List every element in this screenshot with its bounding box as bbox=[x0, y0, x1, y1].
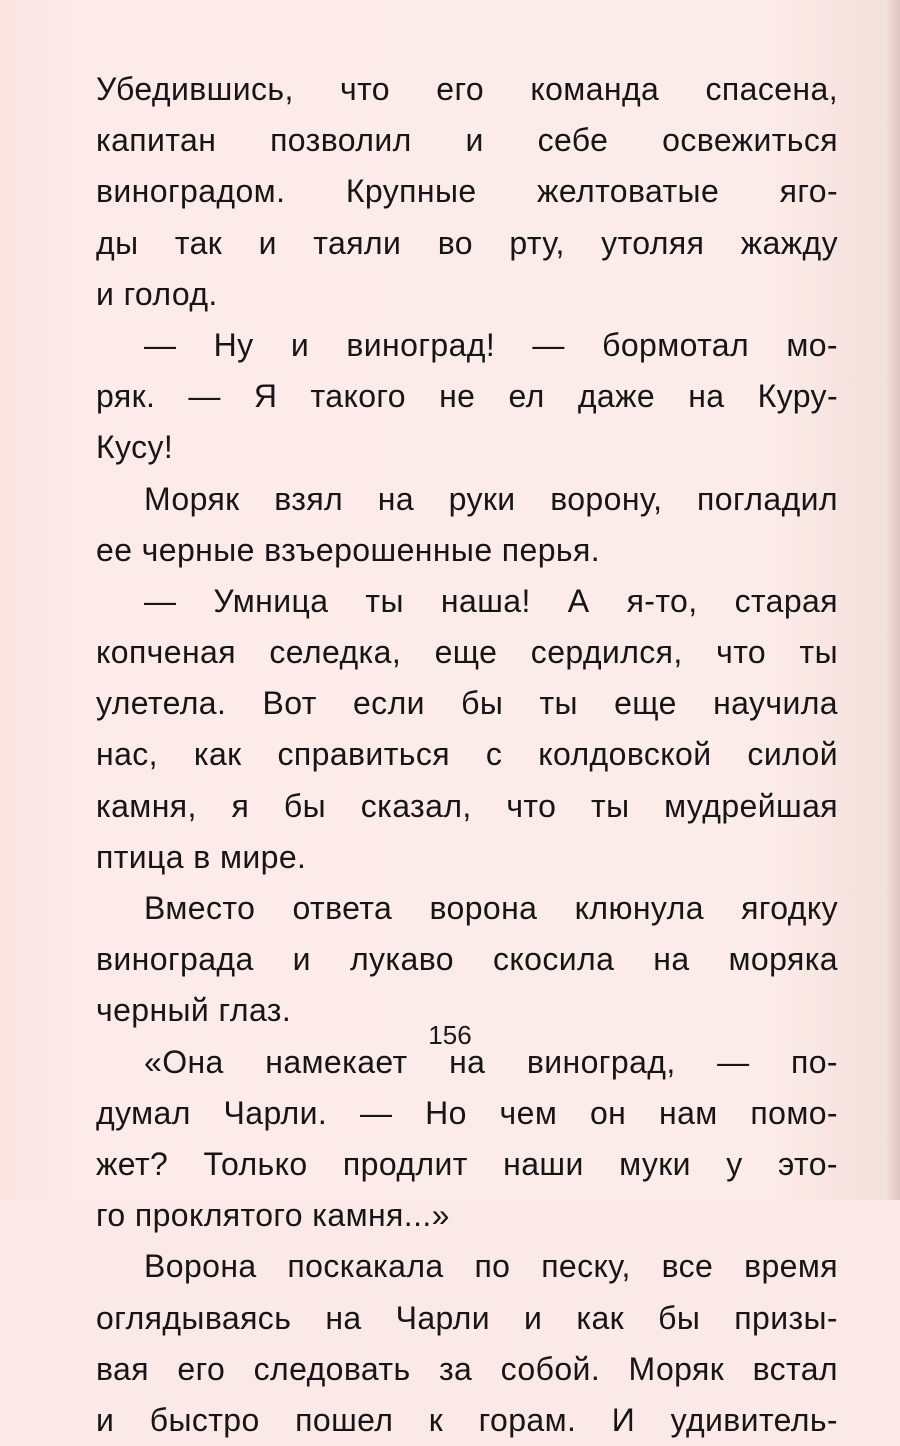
text-line: Моряк взял на руки ворону, погладил bbox=[144, 480, 838, 517]
body-text bbox=[96, 64, 838, 1446]
text-line: нас, как справиться с колдовской силой bbox=[96, 736, 838, 773]
text-line: го проклятого камня...» bbox=[96, 1197, 450, 1234]
text-line: и голод. bbox=[96, 275, 218, 312]
text-line: винограда и лукаво скосила на моряка bbox=[96, 941, 838, 978]
text-line: Ворона поскакала по песку, все время bbox=[144, 1248, 838, 1285]
text-line: думал Чарли. — Но чем он нам помо- bbox=[96, 1094, 838, 1131]
text-line: камня, я бы сказал, что ты мудрейшая bbox=[96, 787, 838, 824]
text-line: «Она намекает на виноград, — по- bbox=[144, 1043, 838, 1080]
text-line: вая его следовать за собой. Моряк встал bbox=[96, 1350, 838, 1387]
page-number: 156 bbox=[428, 1020, 472, 1050]
text-line: и быстро пошел к горам. И удивитель- bbox=[96, 1401, 838, 1438]
text-line: Убедившись, что его команда спасена, bbox=[96, 71, 838, 107]
text-line: оглядываясь на Чарли и как бы призы- bbox=[96, 1299, 838, 1336]
text-line: улетела. Вот если бы ты еще научила bbox=[96, 685, 838, 722]
text-line: птица в мире. bbox=[96, 838, 307, 875]
text-line: ее черные взъерошенные перья. bbox=[96, 531, 601, 568]
text-line: копченая селедка, еще сердился, что ты bbox=[96, 634, 838, 671]
text-line: жет? Только продлит наши муки у это- bbox=[96, 1145, 838, 1182]
text-line: — Ну и виноград! — бормотал мо- bbox=[144, 326, 838, 363]
text-line: ды так и таяли во рту, утоляя жажду bbox=[96, 224, 838, 261]
text-line: черный глаз. bbox=[96, 992, 292, 1029]
text-line: капитан позволил и себе освежиться bbox=[96, 122, 838, 159]
text-line: виноградом. Крупные желтоватые яго- bbox=[96, 173, 838, 210]
text-line: ряк. — Я такого не ел даже на Куру- bbox=[96, 378, 838, 415]
text-line: Вместо ответа ворона клюнула ягодку bbox=[144, 890, 838, 926]
text-line: — Умница ты наша! А я-то, старая bbox=[144, 582, 838, 619]
text-line: Кусу! bbox=[96, 429, 174, 466]
